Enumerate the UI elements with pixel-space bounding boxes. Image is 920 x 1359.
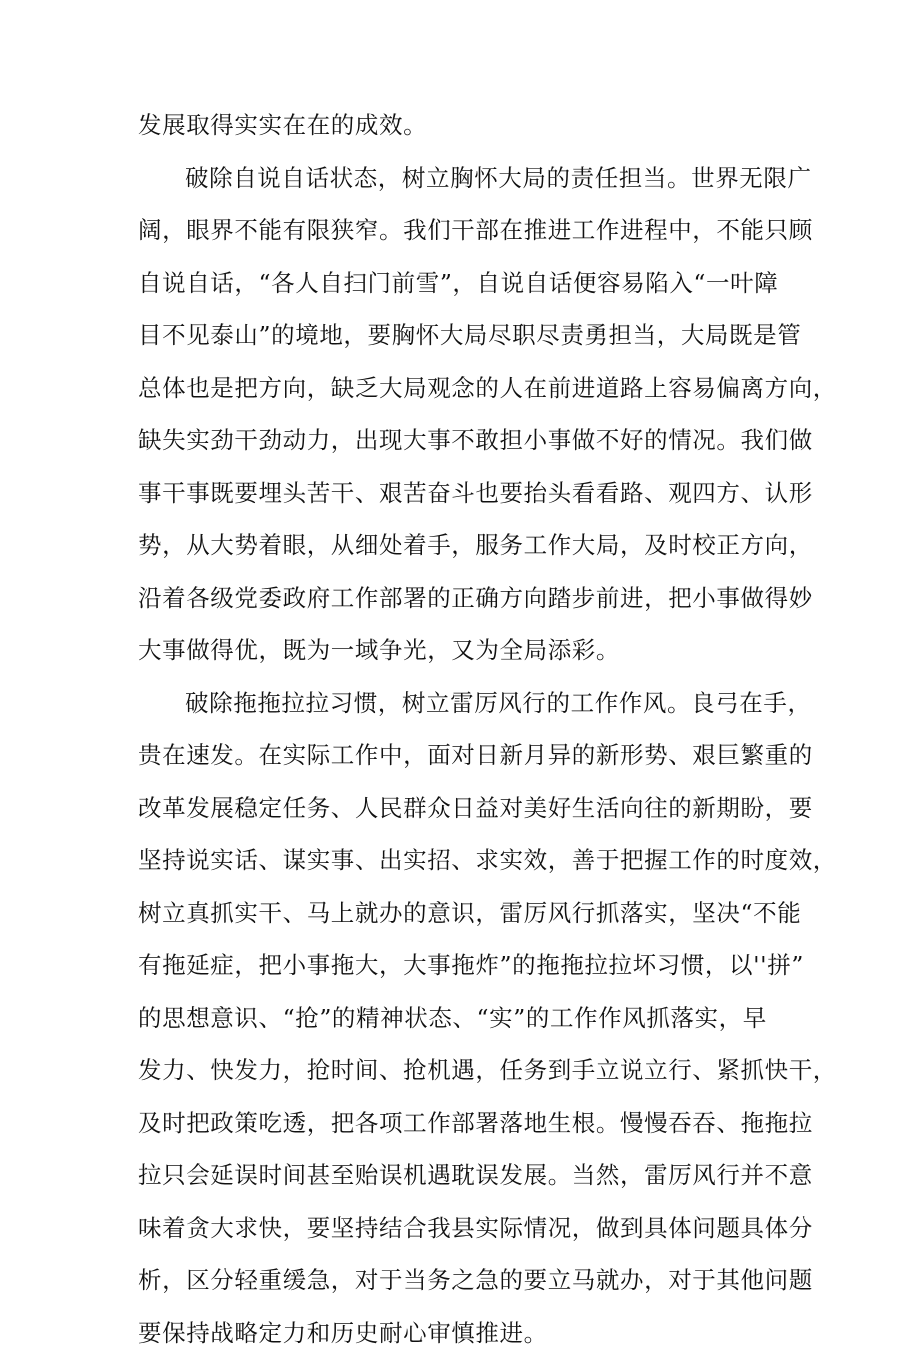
text-line: 味着贪大求快，要坚持结合我县实际情况，做到具体问题具体分 — [138, 1202, 798, 1255]
text-line: 目不见泰山”的境地，要胸怀大局尽职尽责勇担当，大局既是管 — [138, 309, 798, 362]
text-line: 有拖延症，把小事拖大，大事拖炸”的拖拖拉拉坏习惯，以''拼” — [138, 939, 798, 992]
text-line: 拉只会延误时间甚至贻误机遇耽误发展。当然，雷厉风行并不意 — [138, 1149, 798, 1202]
text-line: 发力、快发力，抢时间、抢机遇，任务到手立说立行、紧抓快干， — [138, 1044, 798, 1097]
document-body — [138, 99, 798, 1359]
paragraph-continuation — [138, 99, 798, 152]
text-line: 总体也是把方向，缺乏大局观念的人在前进道路上容易偏离方向， — [138, 362, 798, 415]
text-line: 自说自话，“各人自扫门前雪”，自说自话便容易陷入“一叶障 — [138, 257, 798, 310]
text-line: 的思想意识、“抢”的精神状态、“实”的工作作风抓落实，早 — [138, 992, 798, 1045]
paragraph-big-picture — [138, 152, 798, 677]
text-line: 要保持战略定力和历史耐心审慎推进。 — [138, 1307, 798, 1359]
text-line: 改革发展稳定任务、人民群众日益对美好生活向往的新期盼，要 — [138, 782, 798, 835]
text-line: 析，区分轻重缓急，对于当务之急的要立马就办，对于其他问题 — [138, 1254, 798, 1307]
text-line: 大事做得优，既为一域争光，又为全局添彩。 — [138, 624, 798, 677]
text-line: 阔，眼界不能有限狭窄。我们干部在推进工作进程中，不能只顾 — [138, 204, 798, 257]
text-line: 发展取得实实在在的成效。 — [138, 99, 798, 152]
text-line: 缺失实劲干劲动力，出现大事不敢担小事做不好的情况。我们做 — [138, 414, 798, 467]
text-line: 破除自说自话状态，树立胸怀大局的责任担当。世界无限广 — [138, 152, 798, 205]
paragraph-work-style — [138, 677, 798, 1359]
text-line: 坚持说实话、谋实事、出实招、求实效，善于把握工作的时度效， — [138, 834, 798, 887]
text-line: 沿着各级党委政府工作部署的正确方向踏步前进，把小事做得妙 — [138, 572, 798, 625]
text-line: 势，从大势着眼，从细处着手，服务工作大局，及时校正方向， — [138, 519, 798, 572]
text-line: 树立真抓实干、马上就办的意识，雷厉风行抓落实，坚决“不能 — [138, 887, 798, 940]
text-line: 破除拖拖拉拉习惯，树立雷厉风行的工作作风。良弓在手， — [138, 677, 798, 730]
text-line: 及时把政策吃透，把各项工作部署落地生根。慢慢吞吞、拖拖拉 — [138, 1097, 798, 1150]
text-line: 事干事既要埋头苦干、艰苦奋斗也要抬头看看路、观四方、认形 — [138, 467, 798, 520]
text-line: 贵在速发。在实际工作中，面对日新月异的新形势、艰巨繁重的 — [138, 729, 798, 782]
